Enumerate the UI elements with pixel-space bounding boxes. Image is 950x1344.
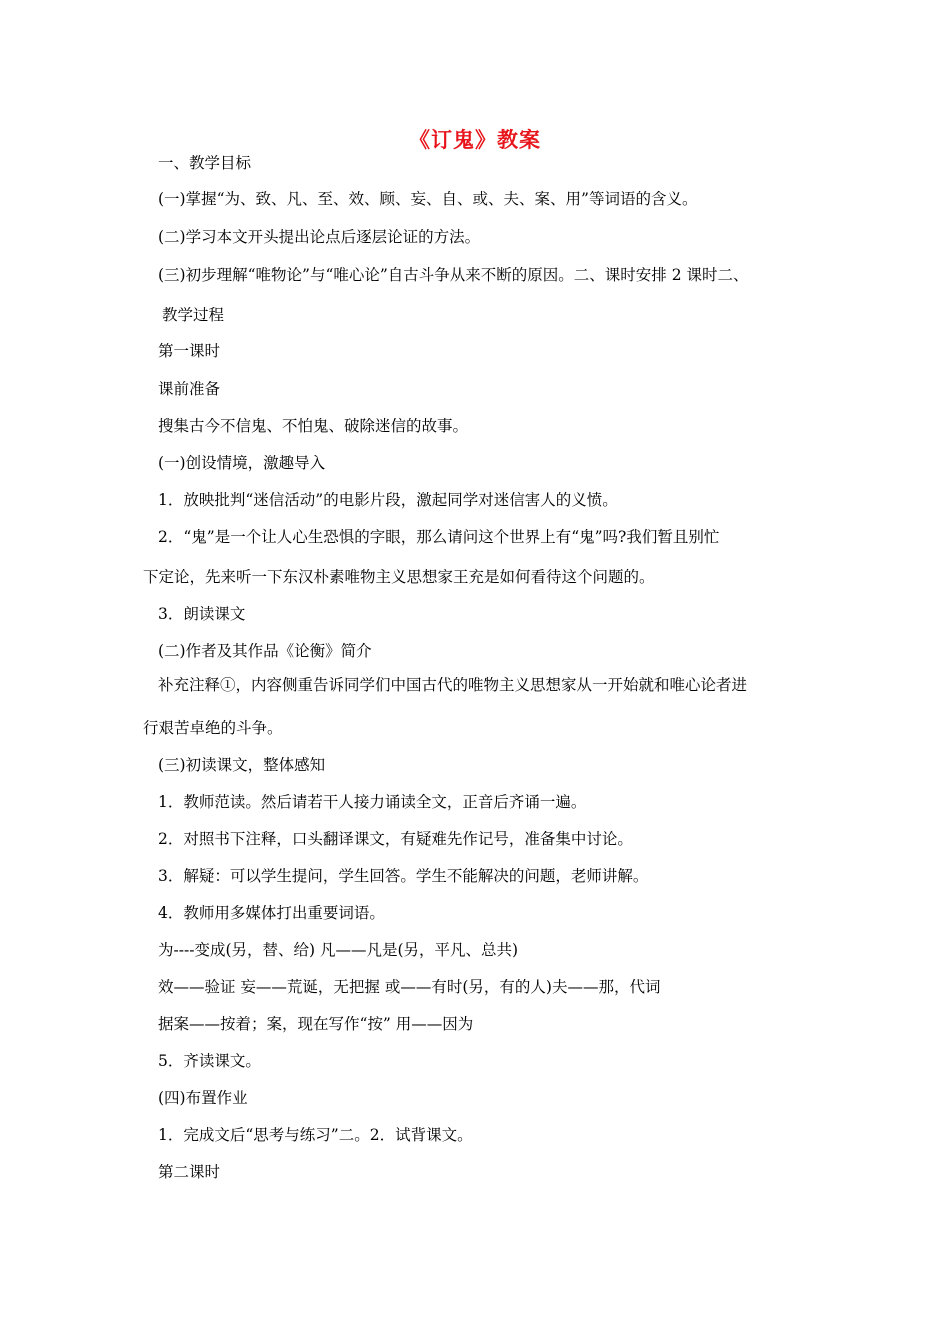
text-line: (二)学习本文开头提出论点后逐层论证的方法。: [158, 228, 481, 246]
text-line: (四)布置作业: [158, 1089, 248, 1107]
text-line: (一)创设情境，激趣导入: [158, 454, 326, 472]
text-line: 2．对照书下注释，口头翻译课文，有疑难先作记号，准备集中讨论。: [158, 830, 633, 848]
text-line: 第一课时: [158, 342, 221, 360]
text-line: 一、教学目标: [158, 154, 252, 172]
text-line: 教学过程: [162, 306, 225, 324]
text-line: (一)掌握“为、致、凡、至、效、顾、妄、自、或、夫、案、用”等词语的含义。: [158, 190, 698, 208]
text-line: 下定论，先来听一下东汉朴素唯物主义思想家王充是如何看待这个问题的。: [143, 568, 655, 586]
text-line: (三)初步理解“唯物论”与“唯心论”自古斗争从来不断的原因。二、课时安排 2 课时二、: [158, 266, 749, 284]
text-line: 第二课时: [158, 1163, 221, 1181]
text-line: 行艰苦卓绝的斗争。: [143, 719, 283, 737]
text-line: 1．放映批判“迷信活动”的电影片段，激起同学对迷信害人的义愤。: [158, 491, 618, 509]
text-line: (二)作者及其作品《论衡》简介: [158, 642, 372, 660]
text-line: (三)初读课文，整体感知: [158, 756, 326, 774]
text-line: 3．解疑：可以学生提问，学生回答。学生不能解决的问题，老师讲解。: [158, 867, 649, 885]
text-line: 效——验证 妄——荒诞，无把握 或——有时(另，有的人)夫——那，代词: [158, 978, 661, 996]
text-line: 搜集古今不信鬼、不怕鬼、破除迷信的故事。: [158, 417, 469, 435]
text-line: 1．教师范读。然后请若干人接力诵读全文，正音后齐诵一遍。: [158, 793, 587, 811]
text-line: 为----变成(另，替、给) 凡——凡是(另，平凡、总共): [158, 941, 519, 959]
text-line: 课前准备: [158, 380, 221, 398]
text-line: 5．齐读课文。: [158, 1052, 261, 1070]
text-line: 4．教师用多媒体打出重要词语。: [158, 904, 385, 922]
text-line: 3．朗读课文: [158, 605, 246, 623]
document-title: 《订鬼》教案: [409, 127, 541, 152]
text-line: 2．“鬼”是一个让人心生恐惧的字眼，那么请问这个世界上有“鬼”吗?我们暂且别忙: [158, 528, 720, 546]
text-line: 据案——按着；案，现在写作“按” 用——因为: [158, 1015, 474, 1033]
text-line: 1．完成文后“思考与练习”二。2．试背课文。: [158, 1126, 473, 1144]
text-line: 补充注释①，内容侧重告诉同学们中国古代的唯物主义思想家从一开始就和唯心论者进: [158, 676, 748, 694]
